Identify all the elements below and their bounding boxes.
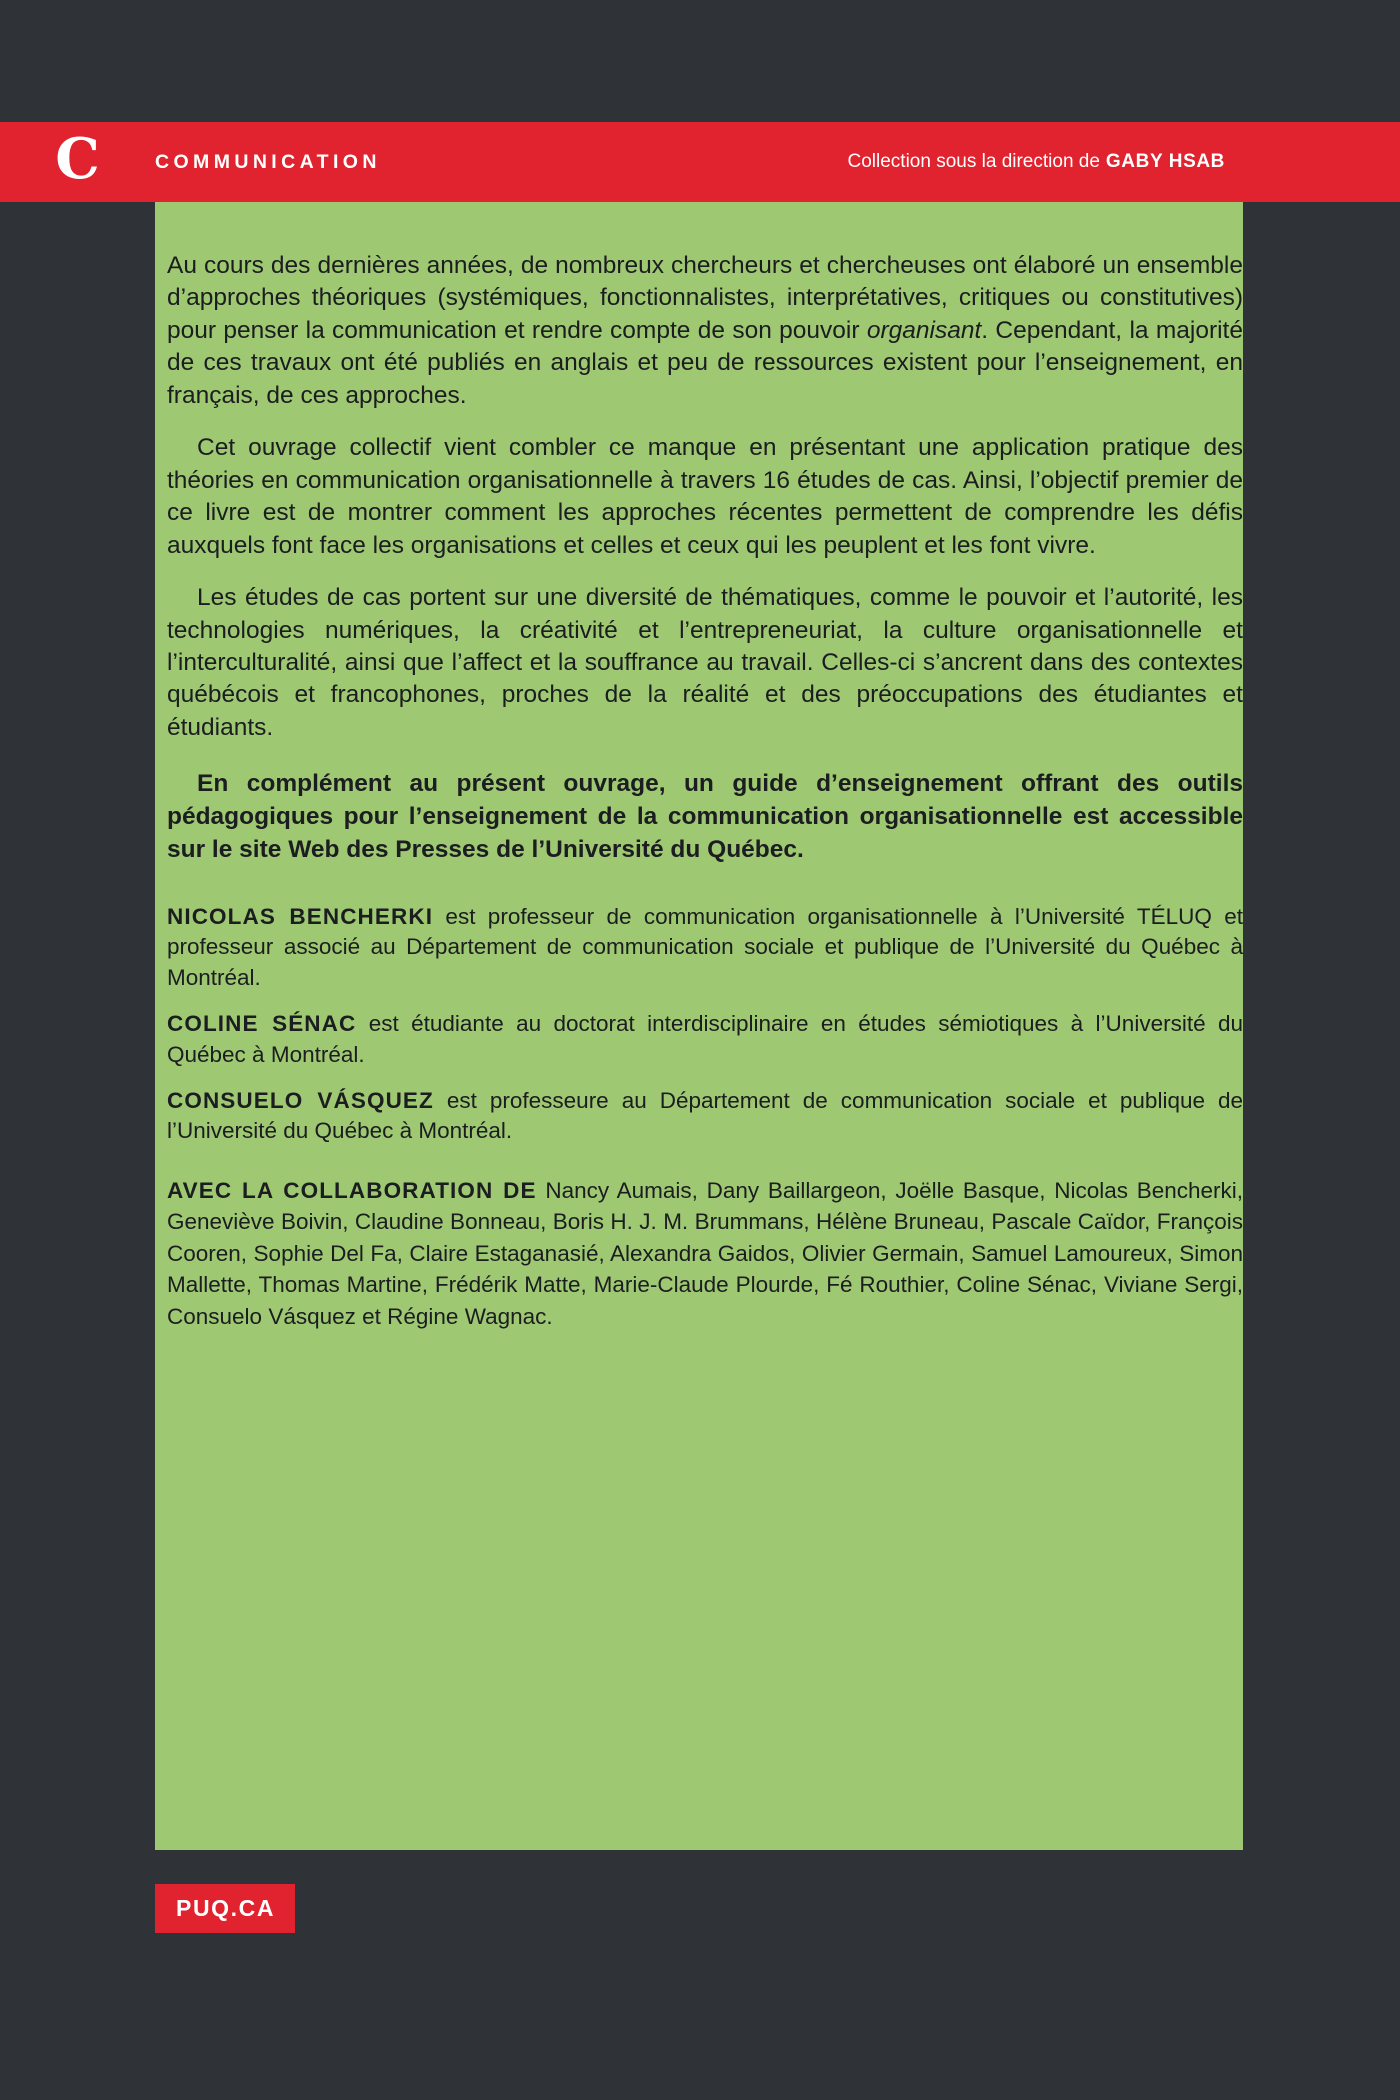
author-name: CONSUELO VÁSQUEZ (167, 1087, 434, 1113)
collaborators-label: AVEC LA COLLABORATION DE (167, 1177, 537, 1203)
blurb-paragraph-3: Les études de cas portent sur une diversité de thématiques, comme le pouvoir et l’autorité, les technologies numériques, la créativité et l’entrepreneuriat, la culture organisationnelle et l’interculturalité, ainsi que l’affect et la souffrance au travail. Celles-ci s’ancrent dans des contextes québécois et francophones, proches de la réalité et des préoccupations des étudiantes et étudiants. (167, 584, 1243, 741)
collection-director-name: GABY HSAB (1105, 151, 1225, 172)
blurb-paragraph-2: Cet ouvrage collectif vient combler ce manque en présentant une application pratique des théories en communication organisationnelle à travers 16 études de cas. Ainsi, l’objectif premier de ce livre est de montrer comment les approches récentes permettent de comprendre les défis auxquels font face les organisations et celles et ceux qui les peuplent et les font vivre. (167, 434, 1243, 559)
blurb-paragraph-1 (167, 250, 1243, 412)
author-bio (167, 902, 1243, 993)
collection-logo-letter: C (55, 126, 100, 192)
author-bio-text: est professeure au Département de communication sociale et publique de l’Université du Québec à Montréal. (167, 1087, 1244, 1144)
author-name: NICOLAS BENCHERKI (167, 904, 434, 930)
author-bios (167, 902, 1243, 1147)
collaborators-paragraph (167, 1175, 1243, 1333)
collection-direction-label: Collection sous la direction de (847, 151, 1100, 172)
left-dark-margin (0, 0, 155, 2100)
collection-series-label: COMMUNICATION (155, 150, 381, 173)
right-dark-margin (1243, 0, 1400, 2100)
collection-direction (848, 122, 1244, 202)
collection-header-bar (0, 122, 1400, 202)
author-bio-text: est professeur de communication organisationnelle à l’Université TÉLUQ et professeur associé au Département de communication sociale et publique de l’Université du Québec à Montréal. (167, 904, 1243, 990)
author-bio (167, 1009, 1243, 1070)
blurb-p1-italic: organisant (866, 316, 982, 344)
top-dark-band (0, 0, 1400, 122)
blurb-p1-part2: . Cependant, la majorité de ces travaux ont été publiés en anglais et peu de ressources existent pour l’enseignement, en français, de ces approches. (167, 316, 1243, 409)
author-name: COLINE SÉNAC (167, 1011, 357, 1037)
collaborators-list: Nancy Aumais, Dany Baillargeon, Joëlle Basque, Nicolas Bencherki, Geneviève Boivin, Claudine Bonneau, Boris H. J. M. Brummans, Hélène Bruneau, Pascale Caïdor, François Cooren, Sophie Del Fa, Claire Estaganasié, Alexandra Gaidos, Olivier Germain, Samuel Lamoureux, Simon Mallette, Thomas Martine, Frédérik Matte, Marie-Claude Plourde, Fé Routhier, Coline Sénac, Viviane Sergi, Consuelo Vásquez et Régine Wagnac. (167, 1177, 1243, 1329)
publisher-website-badge[interactable]: PUQ.CA (155, 1884, 295, 1933)
blurb-content (167, 250, 1243, 1332)
author-bio (167, 1086, 1243, 1147)
author-bio-text: est étudiante au doctorat interdisciplinaire en études sémiotiques à l’Université du Québec à Montréal. (167, 1011, 1243, 1067)
blurb-p1-part1: Au cours des dernières années, de nombreux chercheurs et chercheuses ont élaboré un ensemble d’approches théoriques (systémiques, fonctionnalistes, interprétatives, critiques ou constitutives) pour penser la communication et rendre compte de son pouvoir (167, 252, 1243, 344)
blurb-highlight-paragraph: En complément au présent ouvrage, un guide d’enseignement offrant des outils pédagogiques pour l’enseignement de la communication organisationnelle est accessible sur le site Web des Presses de l’Université du Québec. (167, 770, 1243, 863)
